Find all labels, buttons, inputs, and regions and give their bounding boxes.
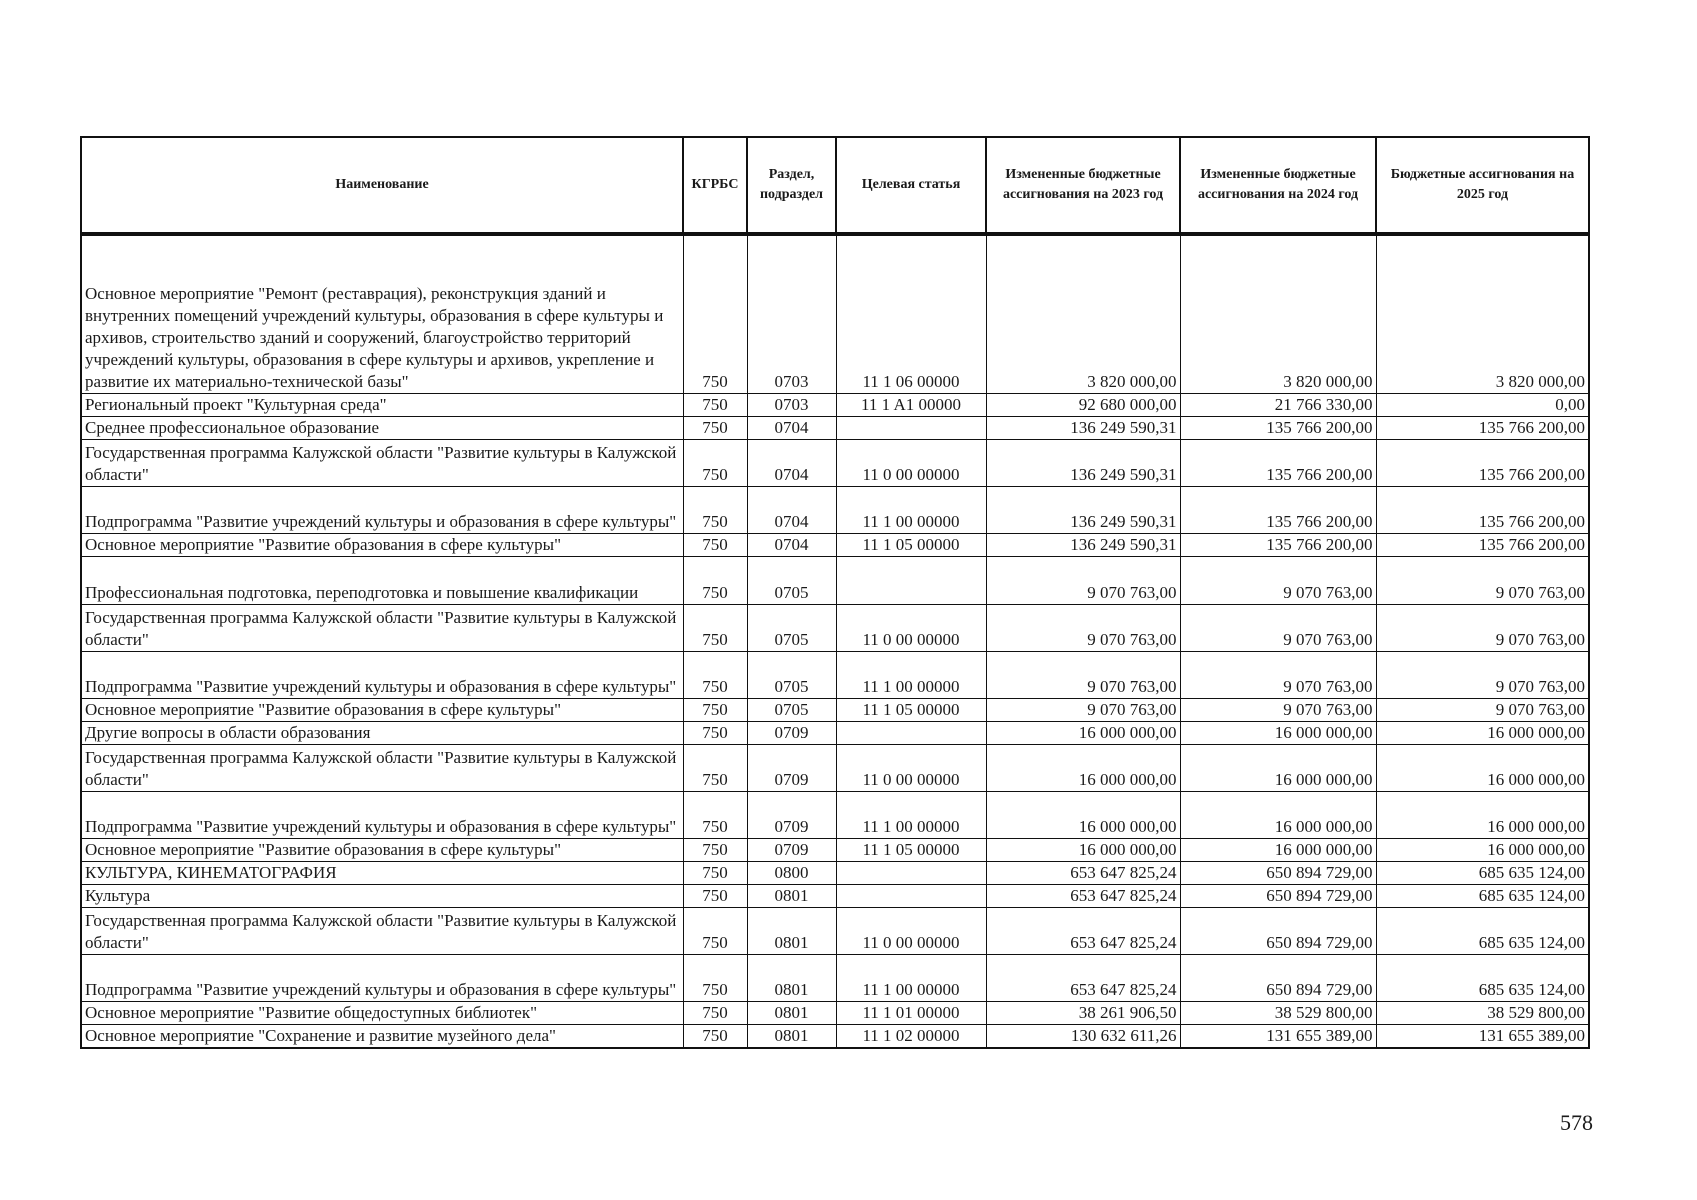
row-2025: 9 070 763,00 bbox=[1376, 557, 1589, 605]
row-kgrbs: 750 bbox=[683, 1002, 747, 1025]
row-2024: 135 766 200,00 bbox=[1180, 534, 1376, 557]
row-kgrbs: 750 bbox=[683, 557, 747, 605]
row-name: Региональный проект "Культурная среда" bbox=[81, 394, 683, 417]
row-kgrbs: 750 bbox=[683, 440, 747, 487]
row-kgrbs: 750 bbox=[683, 234, 747, 394]
row-2024: 9 070 763,00 bbox=[1180, 652, 1376, 699]
row-kgrbs: 750 bbox=[683, 652, 747, 699]
row-name: Профессиональная подготовка, переподготовка и повышение квалификации bbox=[81, 557, 683, 605]
row-2023: 16 000 000,00 bbox=[986, 792, 1180, 839]
header-kgrbs: КГРБС bbox=[683, 137, 747, 234]
row-name: Основное мероприятие "Развитие образования в сфере культуры" bbox=[81, 534, 683, 557]
row-2023: 3 820 000,00 bbox=[986, 234, 1180, 394]
row-2023: 136 249 590,31 bbox=[986, 417, 1180, 440]
row-2025: 685 635 124,00 bbox=[1376, 955, 1589, 1002]
table-row bbox=[81, 487, 1589, 534]
row-kgrbs: 750 bbox=[683, 862, 747, 885]
row-2025: 16 000 000,00 bbox=[1376, 839, 1589, 862]
row-2023: 136 249 590,31 bbox=[986, 534, 1180, 557]
row-name: Государственная программа Калужской области "Развитие культуры в Калужской области" bbox=[81, 440, 683, 487]
row-2025: 9 070 763,00 bbox=[1376, 605, 1589, 652]
row-kgrbs: 750 bbox=[683, 1025, 747, 1049]
row-2024: 650 894 729,00 bbox=[1180, 955, 1376, 1002]
row-target bbox=[836, 417, 986, 440]
row-section: 0801 bbox=[747, 955, 836, 1002]
table-row bbox=[81, 534, 1589, 557]
row-2024: 16 000 000,00 bbox=[1180, 722, 1376, 745]
row-2023: 9 070 763,00 bbox=[986, 699, 1180, 722]
row-section: 0705 bbox=[747, 652, 836, 699]
row-2025: 3 820 000,00 bbox=[1376, 234, 1589, 394]
row-section: 0704 bbox=[747, 417, 836, 440]
table-row bbox=[81, 908, 1589, 955]
row-target: 11 1 05 00000 bbox=[836, 699, 986, 722]
row-section: 0705 bbox=[747, 605, 836, 652]
row-2023: 16 000 000,00 bbox=[986, 722, 1180, 745]
row-2023: 136 249 590,31 bbox=[986, 440, 1180, 487]
header-section: Раздел, подраздел bbox=[747, 137, 836, 234]
row-2024: 135 766 200,00 bbox=[1180, 487, 1376, 534]
row-name: Среднее профессиональное образование bbox=[81, 417, 683, 440]
row-section: 0704 bbox=[747, 534, 836, 557]
row-2023: 653 647 825,24 bbox=[986, 955, 1180, 1002]
row-section: 0704 bbox=[747, 487, 836, 534]
row-2024: 38 529 800,00 bbox=[1180, 1002, 1376, 1025]
row-2025: 135 766 200,00 bbox=[1376, 487, 1589, 534]
row-2024: 131 655 389,00 bbox=[1180, 1025, 1376, 1049]
header-2023: Измененные бюджетные ассигнования на 2023 год bbox=[986, 137, 1180, 234]
row-2024: 9 070 763,00 bbox=[1180, 699, 1376, 722]
table-row bbox=[81, 862, 1589, 885]
row-name: Подпрограмма "Развитие учреждений культуры и образования в сфере культуры" bbox=[81, 652, 683, 699]
row-section: 0709 bbox=[747, 745, 836, 792]
row-2025: 685 635 124,00 bbox=[1376, 908, 1589, 955]
row-section: 0705 bbox=[747, 557, 836, 605]
row-2024: 650 894 729,00 bbox=[1180, 908, 1376, 955]
row-name: Другие вопросы в области образования bbox=[81, 722, 683, 745]
row-2025: 9 070 763,00 bbox=[1376, 652, 1589, 699]
row-kgrbs: 750 bbox=[683, 394, 747, 417]
row-section: 0801 bbox=[747, 1025, 836, 1049]
row-section: 0705 bbox=[747, 699, 836, 722]
row-target bbox=[836, 722, 986, 745]
row-2025: 135 766 200,00 bbox=[1376, 440, 1589, 487]
row-target bbox=[836, 885, 986, 908]
table-row bbox=[81, 1025, 1589, 1049]
row-2024: 16 000 000,00 bbox=[1180, 745, 1376, 792]
row-2023: 130 632 611,26 bbox=[986, 1025, 1180, 1049]
row-target: 11 1 00 00000 bbox=[836, 955, 986, 1002]
row-name: Основное мероприятие "Развитие образования в сфере культуры" bbox=[81, 699, 683, 722]
row-2023: 653 647 825,24 bbox=[986, 862, 1180, 885]
row-2023: 16 000 000,00 bbox=[986, 745, 1180, 792]
row-kgrbs: 750 bbox=[683, 792, 747, 839]
row-2023: 9 070 763,00 bbox=[986, 557, 1180, 605]
row-kgrbs: 750 bbox=[683, 417, 747, 440]
row-2024: 135 766 200,00 bbox=[1180, 417, 1376, 440]
row-target: 11 1 00 00000 bbox=[836, 652, 986, 699]
table-row bbox=[81, 234, 1589, 394]
row-section: 0709 bbox=[747, 792, 836, 839]
row-name: Основное мероприятие "Ремонт (реставрация), реконструкция зданий и внутренних помещений учреждений культуры, образования в сфере культуры и архивов, строительство зданий и сооружений, благоустройство территорий учреждений культуры, образования в сфере культуры и архивов, укрепление и развитие их материально-технической базы" bbox=[81, 234, 683, 394]
row-2023: 653 647 825,24 bbox=[986, 908, 1180, 955]
header-target: Целевая статья bbox=[836, 137, 986, 234]
row-2025: 685 635 124,00 bbox=[1376, 885, 1589, 908]
table-row bbox=[81, 1002, 1589, 1025]
row-section: 0703 bbox=[747, 234, 836, 394]
row-target: 11 1 06 00000 bbox=[836, 234, 986, 394]
row-target: 11 1 05 00000 bbox=[836, 534, 986, 557]
row-target: 11 1 05 00000 bbox=[836, 839, 986, 862]
row-target: 11 0 00 00000 bbox=[836, 745, 986, 792]
row-2023: 92 680 000,00 bbox=[986, 394, 1180, 417]
table-row bbox=[81, 605, 1589, 652]
row-2024: 650 894 729,00 bbox=[1180, 862, 1376, 885]
row-kgrbs: 750 bbox=[683, 908, 747, 955]
row-target: 11 1 02 00000 bbox=[836, 1025, 986, 1049]
row-name: Основное мероприятие "Развитие образования в сфере культуры" bbox=[81, 839, 683, 862]
table-row bbox=[81, 839, 1589, 862]
row-2025: 38 529 800,00 bbox=[1376, 1002, 1589, 1025]
row-kgrbs: 750 bbox=[683, 955, 747, 1002]
row-name: Подпрограмма "Развитие учреждений культуры и образования в сфере культуры" bbox=[81, 955, 683, 1002]
row-2024: 9 070 763,00 bbox=[1180, 605, 1376, 652]
table-row bbox=[81, 792, 1589, 839]
row-2023: 38 261 906,50 bbox=[986, 1002, 1180, 1025]
row-section: 0800 bbox=[747, 862, 836, 885]
row-target: 11 1 A1 00000 bbox=[836, 394, 986, 417]
row-2025: 135 766 200,00 bbox=[1376, 534, 1589, 557]
row-kgrbs: 750 bbox=[683, 699, 747, 722]
row-2024: 21 766 330,00 bbox=[1180, 394, 1376, 417]
row-section: 0801 bbox=[747, 1002, 836, 1025]
row-section: 0709 bbox=[747, 722, 836, 745]
row-name: Государственная программа Калужской области "Развитие культуры в Калужской области" bbox=[81, 745, 683, 792]
row-2025: 131 655 389,00 bbox=[1376, 1025, 1589, 1049]
table-row bbox=[81, 417, 1589, 440]
table-row bbox=[81, 955, 1589, 1002]
table-row bbox=[81, 699, 1589, 722]
row-target: 11 1 01 00000 bbox=[836, 1002, 986, 1025]
row-2025: 16 000 000,00 bbox=[1376, 745, 1589, 792]
header-name: Наименование bbox=[81, 137, 683, 234]
row-kgrbs: 750 bbox=[683, 605, 747, 652]
row-target bbox=[836, 862, 986, 885]
row-name: КУЛЬТУРА, КИНЕМАТОГРАФИЯ bbox=[81, 862, 683, 885]
row-2024: 16 000 000,00 bbox=[1180, 792, 1376, 839]
row-2024: 16 000 000,00 bbox=[1180, 839, 1376, 862]
row-target: 11 1 00 00000 bbox=[836, 792, 986, 839]
row-section: 0801 bbox=[747, 908, 836, 955]
row-kgrbs: 750 bbox=[683, 745, 747, 792]
row-2024: 650 894 729,00 bbox=[1180, 885, 1376, 908]
table-row bbox=[81, 722, 1589, 745]
header-2025: Бюджетные ассигнования на 2025 год bbox=[1376, 137, 1589, 234]
row-2024: 3 820 000,00 bbox=[1180, 234, 1376, 394]
row-2023: 136 249 590,31 bbox=[986, 487, 1180, 534]
row-2025: 9 070 763,00 bbox=[1376, 699, 1589, 722]
row-target: 11 1 00 00000 bbox=[836, 487, 986, 534]
table-row bbox=[81, 885, 1589, 908]
row-name: Основное мероприятие "Развитие общедоступных библиотек" bbox=[81, 1002, 683, 1025]
row-target: 11 0 00 00000 bbox=[836, 908, 986, 955]
row-2025: 16 000 000,00 bbox=[1376, 722, 1589, 745]
table-row bbox=[81, 745, 1589, 792]
table-row bbox=[81, 557, 1589, 605]
row-kgrbs: 750 bbox=[683, 534, 747, 557]
row-target: 11 0 00 00000 bbox=[836, 440, 986, 487]
row-2025: 135 766 200,00 bbox=[1376, 417, 1589, 440]
row-name: Государственная программа Калужской области "Развитие культуры в Калужской области" bbox=[81, 908, 683, 955]
row-kgrbs: 750 bbox=[683, 722, 747, 745]
row-2023: 9 070 763,00 bbox=[986, 652, 1180, 699]
row-name: Культура bbox=[81, 885, 683, 908]
row-2023: 653 647 825,24 bbox=[986, 885, 1180, 908]
row-target: 11 0 00 00000 bbox=[836, 605, 986, 652]
table-row bbox=[81, 394, 1589, 417]
row-name: Подпрограмма "Развитие учреждений культуры и образования в сфере культуры" bbox=[81, 792, 683, 839]
row-name: Подпрограмма "Развитие учреждений культуры и образования в сфере культуры" bbox=[81, 487, 683, 534]
row-2024: 135 766 200,00 bbox=[1180, 440, 1376, 487]
row-section: 0709 bbox=[747, 839, 836, 862]
row-2023: 9 070 763,00 bbox=[986, 605, 1180, 652]
row-section: 0704 bbox=[747, 440, 836, 487]
row-kgrbs: 750 bbox=[683, 487, 747, 534]
row-2024: 9 070 763,00 bbox=[1180, 557, 1376, 605]
row-name: Государственная программа Калужской области "Развитие культуры в Калужской области" bbox=[81, 605, 683, 652]
row-2023: 16 000 000,00 bbox=[986, 839, 1180, 862]
table-row bbox=[81, 652, 1589, 699]
page-number: 578 bbox=[1560, 1110, 1593, 1135]
row-kgrbs: 750 bbox=[683, 885, 747, 908]
row-kgrbs: 750 bbox=[683, 839, 747, 862]
header-2024: Измененные бюджетные ассигнования на 2024 год bbox=[1180, 137, 1376, 234]
row-2025: 16 000 000,00 bbox=[1376, 792, 1589, 839]
row-target bbox=[836, 557, 986, 605]
table-header-row bbox=[81, 137, 1589, 234]
row-name: Основное мероприятие "Сохранение и развитие музейного дела" bbox=[81, 1025, 683, 1049]
row-2025: 685 635 124,00 bbox=[1376, 862, 1589, 885]
row-section: 0801 bbox=[747, 885, 836, 908]
row-2025: 0,00 bbox=[1376, 394, 1589, 417]
table-row bbox=[81, 440, 1589, 487]
budget-table bbox=[80, 136, 1590, 1049]
row-section: 0703 bbox=[747, 394, 836, 417]
